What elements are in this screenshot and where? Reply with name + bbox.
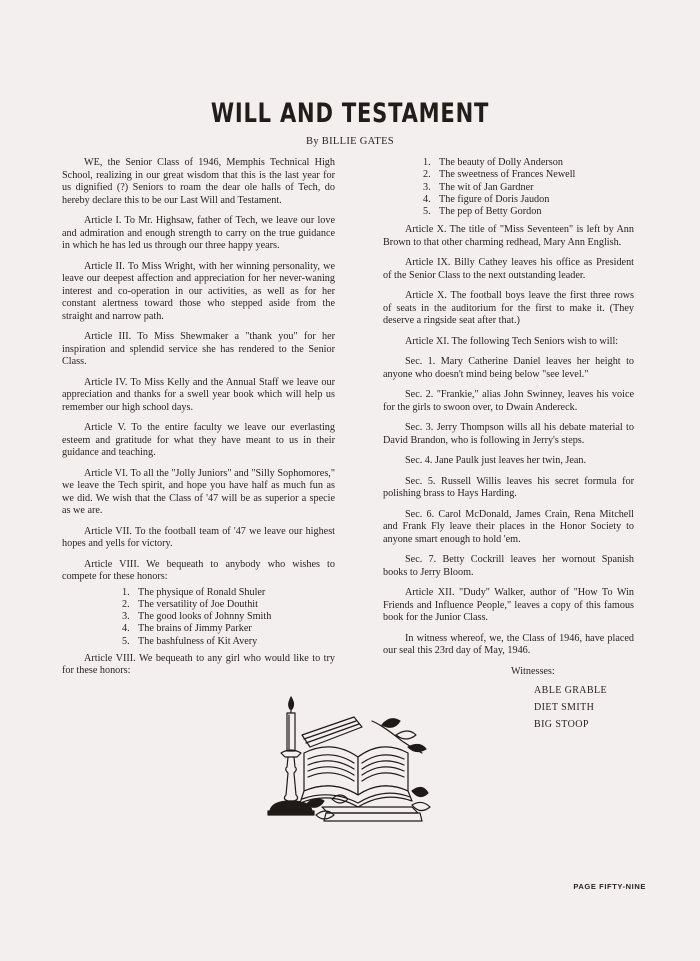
list-item: 2. The versatility of Joe Douthit — [122, 598, 258, 610]
page-number: PAGE FIFTY-NINE — [573, 882, 646, 891]
article-paragraph: Article IV. To Miss Kelly and the Annual Staff we leave our appreciation and thanks for a swell year book which will help us remember our high school days. — [62, 376, 335, 413]
article-paragraph: Article XI. The following Tech Seniors wish to will: — [405, 335, 619, 347]
article-paragraph: Article IX. Billy Cathey leaves his office as President of the Senior Class to the next outstanding leader. — [383, 257, 634, 281]
section-paragraph: Sec. 2. "Frankie," alias John Swinney, leaves his voice for the girls to swoon over, to Dwain Andereck. — [383, 389, 634, 413]
list-item: 5. The bashfulness of Kit Avery — [122, 635, 258, 647]
byline: By BILLIE GATES — [306, 136, 394, 147]
candle-and-open-book-icon — [262, 695, 434, 825]
witness-name: BIG STOOP — [534, 719, 589, 731]
right-column — [383, 157, 634, 733]
left-column — [62, 157, 335, 686]
list-item: 3. The good looks of Johnny Smith — [122, 611, 272, 623]
witness-name: ABLE GRABLE — [534, 685, 608, 697]
witness-paragraph: In witness whereof, we, the Class of 1946, have placed our seal this 23rd day of May, 1946. — [383, 632, 634, 657]
list-item: 4. The brains of Jimmy Parker — [122, 623, 252, 635]
witnesses-label: Witnesses: — [511, 665, 555, 677]
section-paragraph: Sec. 3. Jerry Thompson wills all his debate material to David Brandon, who is following in Jerry's steps. — [383, 422, 634, 446]
list-item: 2. The sweetness of Frances Newell — [423, 169, 576, 181]
article-paragraph: Article III. To Miss Shewmaker a "thank you" for her inspiration and splendid service she has rendered to the Senior Class. — [62, 331, 335, 367]
list-item: 1. The beauty of Dolly Anderson — [423, 157, 563, 168]
article-paragraph: Article V. To the entire faculty we leave our everlasting esteem and gratitude for what they have meant to us in their guidance and teaching. — [62, 422, 335, 458]
section-paragraph: Sec. 4. Jane Paulk just leaves her twin, Jean. — [405, 455, 587, 467]
article-paragraph: Article VIII. We bequeath to any girl who would like to try for these honors: — [62, 652, 335, 677]
list-item: 4. The figure of Doris Jaudon — [423, 193, 550, 205]
article-paragraph: Article II. To Miss Wright, with her winning personality, we leave our deepest affection and appreciation for her never-waning interest and co-operation in our activities, as well as for her constant alertness toward those who stepped aside from the straight and narrow path. — [62, 260, 335, 322]
honors-list-boys — [62, 587, 335, 648]
article-paragraph: Article I. To Mr. Highsaw, father of Tech, we leave our love and admiration and enough strength to carry on the true guidance in which he has led us through our three happy years. — [62, 215, 335, 251]
section-paragraph: Sec. 7. Betty Cockrill leaves her wornout Spanish books to Jerry Bloom. — [383, 554, 634, 578]
article-paragraph: Article X. The football boys leave the first three rows of seats in the auditorium for the first to make it. (They deserve a ringside seat after that.) — [383, 290, 634, 327]
section-paragraph: Sec. 6. Carol McDonald, James Crain, Rena Mitchell and Frank Fly leave their places in the Honor Society to anyone smart enough to hold 'em. — [383, 508, 634, 545]
article-paragraph: Article VI. To all the "Jolly Juniors" and "Silly Sophomores," we leave the Tech spirit, and hope you have half as much fun as we did. We wish that the Class of '47 will be as superior a specie as we are. — [62, 467, 335, 516]
article-paragraph: Article VII. To the football team of '47 we leave our highest hopes and yells for victory. — [62, 525, 335, 549]
list-item: 3. The wit of Jan Gardner — [423, 181, 534, 193]
intro-paragraph: WE, the Senior Class of 1946, Memphis Technical High School, realizing in our great wisdom that this is the last year for us dignified (?) Seniors to roam the dear ole halls of Tech, do hereby declare this to be our Last Will and Testament. — [62, 157, 335, 206]
article-paragraph: Article XII. "Dudy" Walker, author of "How To Win Friends and Influence People," leaves a copy of this famous book for the Junior Class. — [383, 587, 634, 624]
list-item: 1. The physique of Ronald Shuler — [122, 586, 266, 598]
witness-name: DIET SMITH — [534, 702, 595, 714]
article-paragraph: Article VIII. We bequeath to anybody who wishes to compete for these honors: — [62, 558, 335, 582]
page-title: WILL AND TESTAMENT — [210, 98, 490, 129]
section-paragraph: Sec. 5. Russell Willis leaves his secret formula for polishing brass to Hays Harding. — [383, 475, 634, 500]
article-paragraph: Article X. The title of "Miss Seventeen" is left by Ann Brown to that other charming redhead, Mary Ann English. — [383, 224, 634, 248]
section-paragraph: Sec. 1. Mary Catherine Daniel leaves her height to anyone who doesn't mind being below "see level." — [383, 356, 634, 380]
list-item: 5. The pep of Betty Gordon — [423, 206, 542, 218]
honors-list-girls — [383, 157, 634, 218]
